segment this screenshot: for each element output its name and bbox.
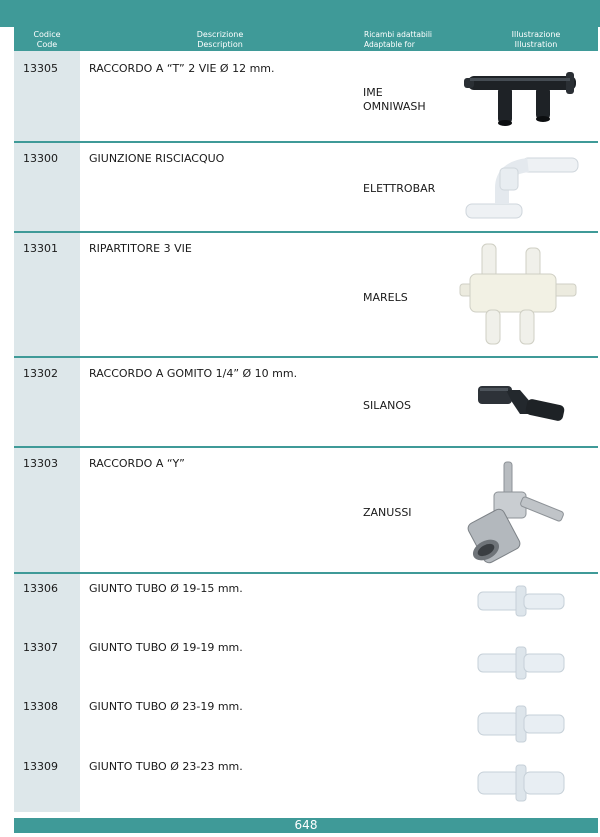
elbow-fitting-icon xyxy=(476,376,570,428)
header-adapt-it: Ricambi adattabili xyxy=(364,30,432,39)
row-code: 13302 xyxy=(23,367,58,380)
header-adaptable xyxy=(364,30,474,50)
row-description: GIUNZIONE RISCIACQUO xyxy=(89,152,225,165)
header-ill-en: Illustration xyxy=(514,40,558,49)
row-description: RACCORDO A “Y” xyxy=(89,457,185,470)
row-code: 13300 xyxy=(23,152,58,165)
black-t-connector-icon xyxy=(462,58,582,130)
row-divider xyxy=(14,446,598,448)
rinse-junction-icon xyxy=(462,148,582,226)
row-divider xyxy=(14,572,598,574)
row-description: GIUNTO TUBO Ø 23-19 mm. xyxy=(89,700,243,713)
row-adaptable: MARELS xyxy=(363,291,408,304)
row-code: 13301 xyxy=(23,242,58,255)
row-adaptable: SILANOS xyxy=(363,399,412,412)
row-description: RACCORDO A GOMITO 1/4” Ø 10 mm. xyxy=(89,367,298,380)
header-code-en: Code xyxy=(36,40,58,49)
row-code: 13303 xyxy=(23,457,58,470)
header-ill-it: Illustrazione xyxy=(511,30,561,39)
header-description xyxy=(80,30,360,50)
row-code: 13305 xyxy=(23,62,58,75)
hose-joint-icon xyxy=(476,643,568,683)
header-illustration xyxy=(474,30,598,50)
row-description: RACCORDO A “T” 2 VIE Ø 12 mm. xyxy=(89,62,275,75)
header-desc-en: Description xyxy=(197,40,243,49)
row-description: GIUNTO TUBO Ø 23-23 mm. xyxy=(89,760,243,773)
header-code-it: Codice xyxy=(33,30,61,39)
row-description: RIPARTITORE 3 VIE xyxy=(89,242,192,255)
header-code xyxy=(14,30,80,50)
row-code: 13309 xyxy=(23,760,58,773)
row-description: GIUNTO TUBO Ø 19-19 mm. xyxy=(89,641,243,654)
page-number: 648 xyxy=(294,818,318,832)
header-desc-it: Descrizione xyxy=(196,30,244,39)
row-adaptable: IME OMNIWASH xyxy=(363,86,426,113)
row-divider xyxy=(14,356,598,358)
header-adapt-en: Adaptable for xyxy=(364,40,415,49)
row-code: 13308 xyxy=(23,700,58,713)
page-footer xyxy=(14,818,598,833)
row-description: GIUNTO TUBO Ø 19-15 mm. xyxy=(89,582,243,595)
hose-joint-icon xyxy=(476,582,568,622)
row-code: 13307 xyxy=(23,641,58,654)
row-code: 13306 xyxy=(23,582,58,595)
y-fitting-icon xyxy=(466,458,576,570)
row-adaptable: ZANUSSI xyxy=(363,506,412,519)
table-header xyxy=(14,27,598,51)
three-way-distributor-icon xyxy=(456,240,582,350)
row-divider xyxy=(14,231,598,233)
hose-joint-icon xyxy=(476,762,568,804)
top-band xyxy=(0,0,600,27)
row-divider xyxy=(14,141,598,143)
row-adaptable: ELETTROBAR xyxy=(363,182,436,195)
hose-joint-icon xyxy=(476,703,568,745)
